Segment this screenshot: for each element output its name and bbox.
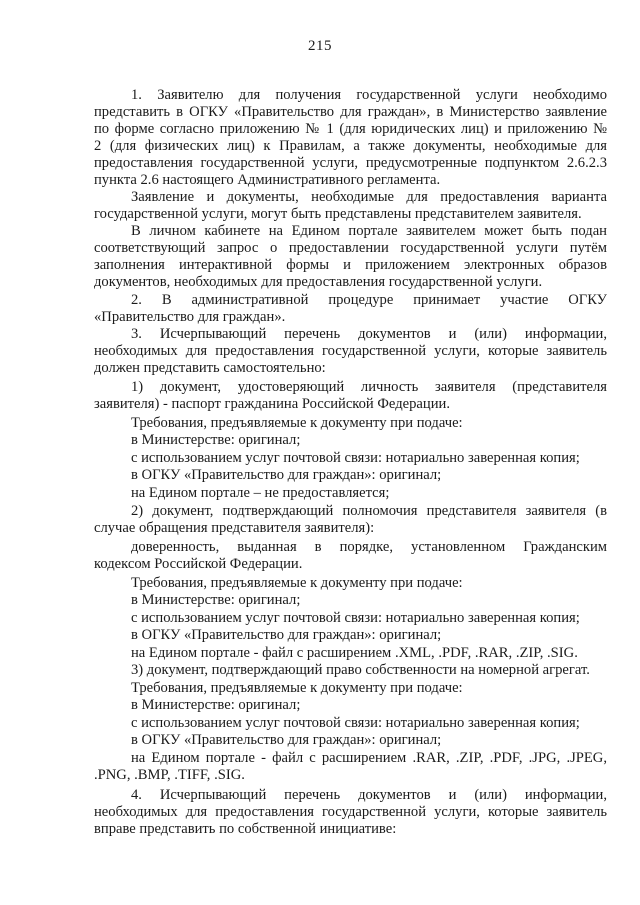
text-line: с использованием услуг почтовой связи: нотариально заверенная копия;: [131, 715, 580, 731]
text-line: 1. Заявителю для получения государственной услуги необходимо: [131, 87, 607, 103]
text-line: 2. В административной процедуре принимает участие ОГКУ: [131, 292, 607, 308]
text-line: в Министерстве: оригинал;: [131, 432, 301, 448]
text-line: 3. Исчерпывающий перечень документов и (или) информации,: [131, 326, 607, 342]
text-line: должен представить самостоятельно:: [94, 360, 326, 376]
text-line: в Министерстве: оригинал;: [131, 592, 301, 608]
text-line: в ОГКУ «Правительство для граждан»: оригинал;: [131, 732, 442, 748]
text-line: Требования, предъявляемые к документу при подаче:: [131, 415, 463, 431]
text-line: случае обращения представителя заявителя):: [94, 520, 375, 536]
text-line: с использованием услуг почтовой связи: нотариально заверенная копия;: [131, 610, 580, 626]
text-line: необходимых для предоставления государственной услуги, которые заявитель: [94, 343, 607, 359]
text-line: с использованием услуг почтовой связи: нотариально заверенная копия;: [131, 450, 580, 466]
text-line: необходимых для предоставления государственной услуги, которые заявитель: [94, 804, 607, 820]
text-line: заявителя) - паспорт гражданина Российской Федерации.: [94, 396, 450, 412]
text-line: предоставления государственной услуги, предусмотренные подпунктом 2.6.2.3: [94, 155, 607, 171]
text-line: «Правительство для граждан».: [94, 309, 286, 325]
text-line: 2) документ, подтверждающий полномочия представителя заявителя (в: [131, 503, 607, 519]
text-line: в ОГКУ «Правительство для граждан»: оригинал;: [131, 467, 442, 483]
text-line: представить в ОГКУ «Правительство для граждан», в Министерство заявление: [94, 104, 607, 120]
text-line: на Едином портале - файл с расширением .XML, .PDF, .RAR, .ZIP, .SIG.: [131, 645, 578, 661]
text-line: пункта 2.6 настоящего Административного регламента.: [94, 172, 441, 188]
text-line: по форме согласно приложению № 1 (для юридических лиц) и приложению №: [94, 121, 607, 137]
text-line: В личном кабинете на Едином портале заявителем может быть подан: [131, 223, 607, 239]
text-line: .PNG, .BMP, .TIFF, .SIG.: [94, 767, 245, 783]
text-line: кодексом Российской Федерации.: [94, 556, 303, 572]
text-line: соответствующий запрос о предоставлении государственной услуги путём: [94, 240, 607, 256]
text-line: 3) документ, подтверждающий право собственности на номерной агрегат.: [131, 662, 590, 678]
text-line: документов, необходимых для предоставления государственной услуги.: [94, 274, 543, 290]
text-line: в Министерстве: оригинал;: [131, 697, 301, 713]
text-line: Требования, предъявляемые к документу при подаче:: [131, 680, 463, 696]
text-line: в ОГКУ «Правительство для граждан»: оригинал;: [131, 627, 442, 643]
text-line: государственной услуги, могут быть представлены представителем заявителя.: [94, 206, 582, 222]
text-line: Требования, предъявляемые к документу при подаче:: [131, 575, 463, 591]
text-line: доверенность, выданная в порядке, установленном Гражданским: [131, 539, 607, 555]
text-line: вправе представить по собственной инициативе:: [94, 821, 397, 837]
text-line: 4. Исчерпывающий перечень документов и (или) информации,: [131, 787, 607, 803]
text-line: на Едином портале – не предоставляется;: [131, 485, 390, 501]
text-line: Заявление и документы, необходимые для предоставления варианта: [131, 189, 607, 205]
text-line: на Едином портале - файл с расширением .RAR, .ZIP, .PDF, .JPG, .JPEG,: [131, 750, 607, 766]
page-number: 215: [308, 38, 332, 54]
text-line: 2 (для физических лиц) к Правилам, а также документы, необходимые для: [94, 138, 607, 154]
text-line: заполнения интерактивной формы и приложением электронных образов: [94, 257, 607, 273]
text-line: 1) документ, удостоверяющий личность заявителя (представителя: [131, 379, 607, 395]
